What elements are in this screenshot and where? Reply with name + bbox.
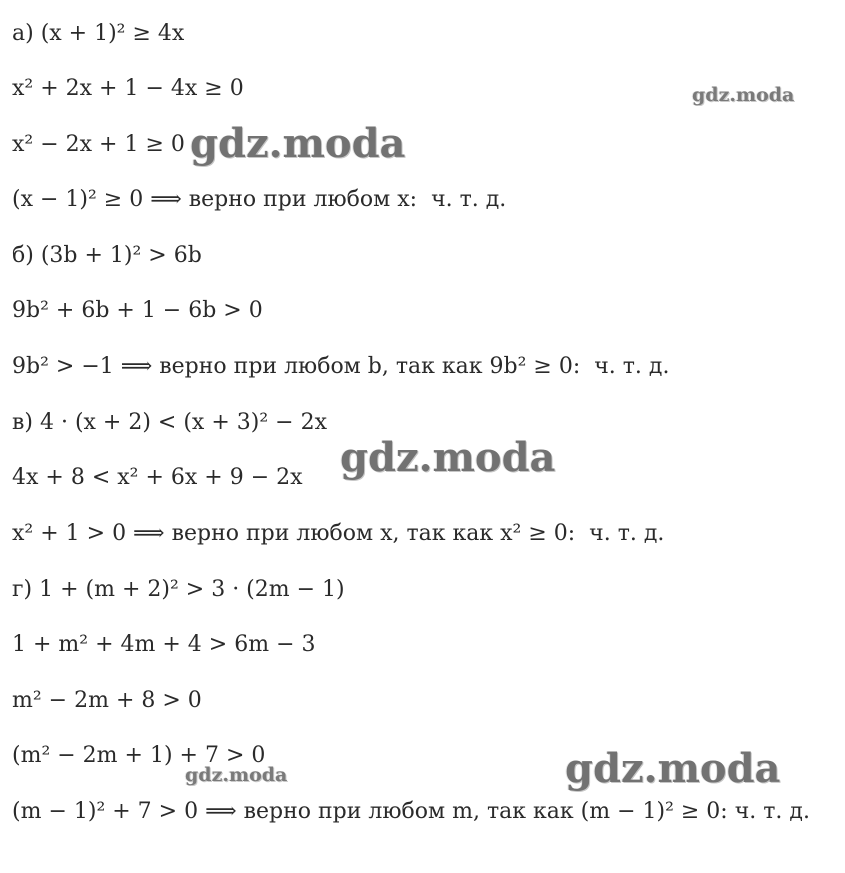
solution-line-v2: 4x + 8 < x² + 6x + 9 − 2x [12,465,303,490]
solution-line-a1: а) (x + 1)² ≥ 4x [12,21,185,46]
watermark-logo: gdz.moda [190,120,406,167]
solution-line-b2: 9b² + 6b + 1 − 6b > 0 [12,298,263,323]
solution-line-g5: (m − 1)² + 7 > 0 ⟹ верно при любом m, так как (m − 1)² ≥ 0: ч. т. д. [12,799,810,824]
solution-line-b3: 9b² > −1 ⟹ верно при любом b, так как 9b² ≥ 0: ч. т. д. [12,354,670,379]
solution-line-g2: 1 + m² + 4m + 4 > 6m − 3 [12,632,316,657]
watermark-logo: gdz.moda [692,84,795,106]
watermark-logo: gdz.moda [185,764,288,786]
solution-line-a2: x² + 2x + 1 − 4x ≥ 0 [12,76,244,101]
watermark-logo: gdz.moda [565,745,781,792]
solution-line-g1: г) 1 + (m + 2)² > 3 · (2m − 1) [12,577,345,602]
watermark-logo: gdz.moda [340,434,556,481]
solution-line-g4: (m² − 2m + 1) + 7 > 0 [12,743,266,768]
solution-line-g3: m² − 2m + 8 > 0 [12,688,202,713]
solution-line-v1: в) 4 · (x + 2) < (x + 3)² − 2x [12,410,327,435]
solution-line-v3: x² + 1 > 0 ⟹ верно при любом x, так как x² ≥ 0: ч. т. д. [12,521,665,546]
solution-line-a3: x² − 2x + 1 ≥ 0 [12,132,185,157]
solution-line-a4: (x − 1)² ≥ 0 ⟹ верно при любом x: ч. т. д. [12,187,507,212]
solution-line-b1: б) (3b + 1)² > 6b [12,243,202,268]
